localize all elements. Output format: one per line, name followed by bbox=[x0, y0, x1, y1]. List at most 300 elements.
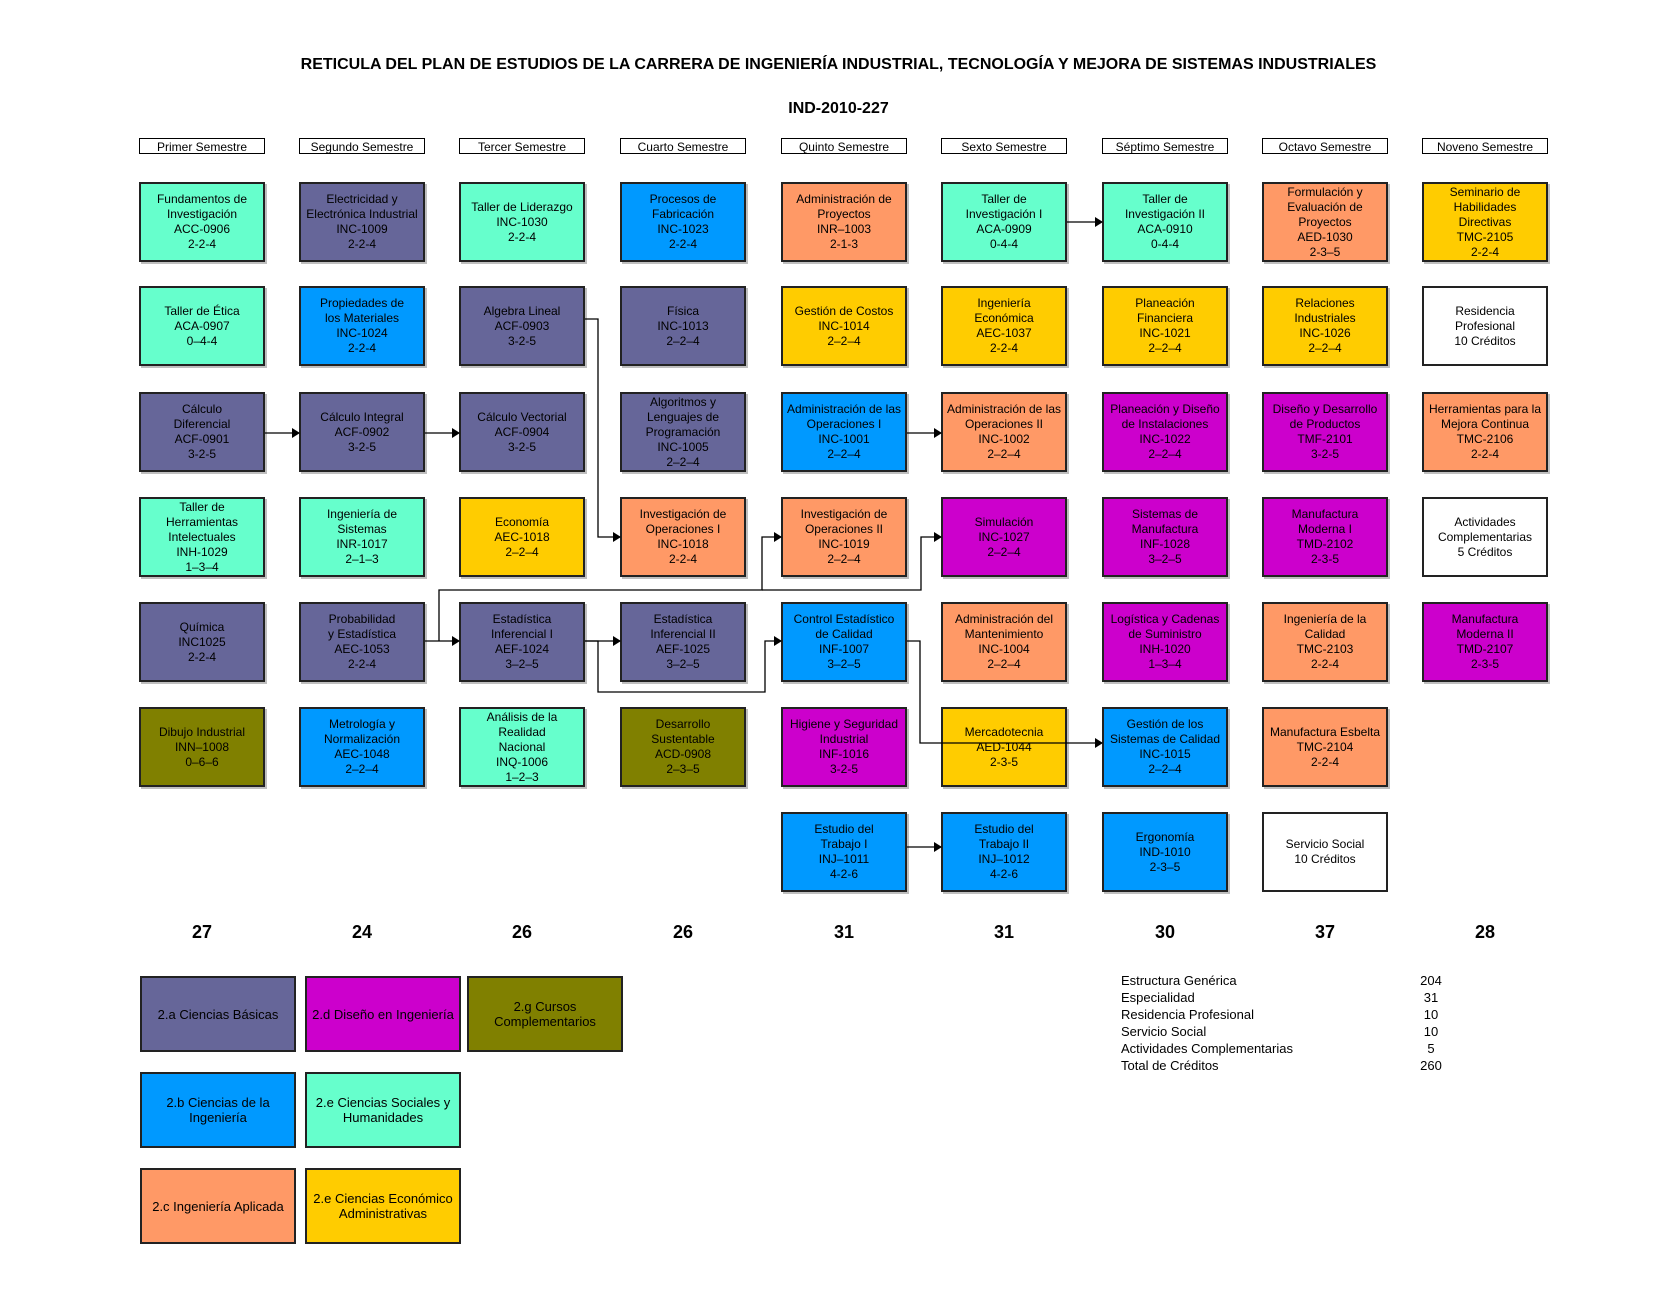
course-line: Formulación y bbox=[1287, 184, 1363, 199]
course-line: Análisis de la bbox=[486, 709, 558, 724]
course-line: Logística y Cadenas bbox=[1110, 612, 1220, 626]
course-line: Relaciones bbox=[1295, 296, 1355, 310]
course-line: 10 Créditos bbox=[1454, 333, 1516, 348]
course-line: 2-3-5 bbox=[1470, 657, 1499, 671]
course-box bbox=[459, 182, 585, 262]
course-line: Residencia bbox=[1455, 303, 1515, 318]
course-line: INC-1009 bbox=[336, 222, 388, 236]
course-line: ACD-0908 bbox=[654, 747, 712, 761]
course-line: Sustentable bbox=[651, 732, 715, 746]
course-line: Cálculo Integral bbox=[320, 409, 404, 424]
course-line: Trabajo II bbox=[978, 837, 1030, 851]
semester-credit-total: 30 bbox=[1154, 922, 1176, 942]
course-line: Estudio del bbox=[814, 822, 874, 836]
course-line: Taller de bbox=[1142, 192, 1188, 206]
course-line: Herramientas bbox=[165, 514, 239, 529]
course-box bbox=[941, 286, 1067, 366]
course-line: 2-2-4 bbox=[1470, 447, 1499, 461]
course-line: 3-2-5 bbox=[347, 439, 376, 454]
course-box bbox=[781, 497, 907, 577]
course-line: 2–2–4 bbox=[987, 657, 1021, 671]
course-line: 2–2–4 bbox=[1148, 341, 1182, 355]
legend-item: 2.e Ciencias Sociales y Humanidades bbox=[305, 1072, 461, 1148]
course-box bbox=[1102, 182, 1228, 262]
course-line: 5 Créditos bbox=[1457, 544, 1513, 559]
course-line: Industrial bbox=[819, 732, 869, 746]
course-line: AED-1030 bbox=[1297, 229, 1353, 244]
course-line: Investigación de bbox=[639, 507, 727, 521]
course-line: Desarrollo bbox=[655, 717, 711, 731]
course-line: Diferencial bbox=[173, 417, 231, 431]
course-line: 2–2–4 bbox=[666, 333, 700, 348]
summary-row bbox=[1121, 972, 1461, 989]
course-line: Lenguajes de bbox=[646, 409, 720, 424]
course-line: 2-2-4 bbox=[347, 237, 376, 251]
course-box bbox=[941, 392, 1067, 472]
course-box bbox=[459, 602, 585, 682]
course-line: INC-1014 bbox=[818, 318, 870, 333]
course-line: 2–2–4 bbox=[345, 762, 379, 776]
semester-header: Cuarto Semestre bbox=[620, 138, 746, 154]
course-line: Ergonomía bbox=[1135, 829, 1195, 844]
course-line: Administración del bbox=[954, 612, 1054, 626]
course-line: Economía bbox=[494, 514, 550, 529]
semester-credit-total: 31 bbox=[993, 922, 1015, 942]
course-line: 2-3–5 bbox=[1309, 244, 1341, 259]
course-line: TMD-2102 bbox=[1296, 537, 1354, 551]
course-box bbox=[781, 182, 907, 262]
course-line: Realidad bbox=[498, 724, 546, 739]
course-line: Operaciones I bbox=[806, 417, 882, 431]
course-box bbox=[1262, 602, 1388, 682]
course-line: 4-2-6 bbox=[989, 867, 1018, 881]
course-box bbox=[781, 602, 907, 682]
course-line: TMD-2107 bbox=[1456, 642, 1514, 656]
course-line: y Estadística bbox=[327, 627, 397, 641]
semester-credit-total: 24 bbox=[351, 922, 373, 942]
course-line: Estudio del bbox=[974, 822, 1034, 836]
course-line: Programación bbox=[645, 424, 721, 439]
course-line: INR-1017 bbox=[336, 537, 388, 551]
course-box bbox=[941, 602, 1067, 682]
course-line: 2-2-4 bbox=[1310, 657, 1339, 671]
course-line: Sistemas bbox=[337, 522, 387, 536]
course-line: 3-2-5 bbox=[507, 439, 536, 454]
course-line: ACF-0903 bbox=[494, 318, 550, 333]
summary-value: 5 bbox=[1427, 1041, 1435, 1056]
course-line: INC-1022 bbox=[1139, 432, 1191, 446]
course-line: 3-2-5 bbox=[829, 762, 858, 776]
course-box bbox=[620, 182, 746, 262]
course-line: TMF-2101 bbox=[1297, 432, 1353, 446]
course-box bbox=[1102, 707, 1228, 787]
course-line: ACA-0910 bbox=[1137, 222, 1193, 236]
course-box bbox=[299, 392, 425, 472]
course-box bbox=[941, 812, 1067, 892]
course-line: 2-3-5 bbox=[1310, 552, 1339, 566]
course-line: Sistemas de Calidad bbox=[1109, 732, 1221, 746]
course-line: Taller de Ética bbox=[164, 303, 240, 318]
course-line: Administración de bbox=[796, 192, 892, 206]
course-line: 2-2-4 bbox=[989, 341, 1018, 355]
semester-header: Noveno Semestre bbox=[1422, 138, 1548, 154]
course-line: Administración de las bbox=[786, 402, 902, 416]
semester-credit-total: 26 bbox=[672, 922, 694, 942]
course-line: Ingeniería bbox=[977, 296, 1031, 310]
course-line: Mejora Continua bbox=[1440, 417, 1530, 431]
course-box bbox=[139, 707, 265, 787]
semester-header: Quinto Semestre bbox=[781, 138, 907, 154]
course-line: INC-1004 bbox=[978, 642, 1030, 656]
semester-header: Séptimo Semestre bbox=[1102, 138, 1228, 154]
course-line: 2-3–5 bbox=[1149, 859, 1181, 874]
course-line: 2–2–4 bbox=[827, 333, 861, 348]
course-box bbox=[1102, 497, 1228, 577]
course-line: INC-1024 bbox=[336, 326, 388, 340]
course-line: Fabricación bbox=[651, 207, 715, 221]
course-line: AEC-1037 bbox=[976, 326, 1032, 340]
course-line: INR–1003 bbox=[816, 222, 872, 236]
course-line: INC-1019 bbox=[818, 537, 870, 551]
course-line: Electrónica Industrial bbox=[306, 207, 418, 221]
summary-value: 260 bbox=[1420, 1058, 1442, 1073]
course-line: 2-2-4 bbox=[347, 341, 376, 355]
course-line: Profesional bbox=[1454, 318, 1516, 333]
course-line: Planeación y Diseño bbox=[1110, 402, 1220, 416]
course-line: Cálculo Vectorial bbox=[477, 409, 567, 424]
course-box bbox=[459, 707, 585, 787]
course-line: Química bbox=[179, 619, 225, 634]
semester-credit-total: 37 bbox=[1314, 922, 1336, 942]
course-box bbox=[299, 497, 425, 577]
course-line: Algoritmos y bbox=[649, 394, 717, 409]
course-line: 2–2–4 bbox=[666, 454, 700, 469]
course-line: Electricidad y bbox=[326, 192, 398, 206]
course-line: INC-1023 bbox=[657, 222, 709, 236]
course-box bbox=[1422, 392, 1548, 472]
course-line: Trabajo I bbox=[820, 837, 868, 851]
course-line: 0-4-4 bbox=[1150, 237, 1179, 251]
legend-item: 2.g Cursos Complementarios bbox=[467, 976, 623, 1052]
course-line: INC-1021 bbox=[1139, 326, 1191, 340]
course-box bbox=[139, 182, 265, 262]
course-line: Investigación de bbox=[800, 507, 888, 521]
legend-item: 2.b Ciencias de la Ingeniería bbox=[140, 1072, 296, 1148]
summary-label: Estructura Genérica bbox=[1121, 973, 1237, 988]
course-line: Seminario de bbox=[1449, 184, 1521, 199]
legend-item: 2.d Diseño en Ingeniería bbox=[305, 976, 461, 1052]
course-box bbox=[1422, 286, 1548, 366]
course-line: Nacional bbox=[498, 739, 546, 754]
semester-credit-total: 27 bbox=[191, 922, 213, 942]
course-line: IND-1010 bbox=[1139, 844, 1191, 859]
course-line: Procesos de bbox=[649, 192, 717, 206]
course-box bbox=[299, 286, 425, 366]
course-line: INC-1015 bbox=[1139, 747, 1191, 761]
course-line: Ingeniería de la bbox=[1283, 612, 1367, 626]
course-line: Normalización bbox=[323, 732, 401, 746]
summary-row bbox=[1121, 1023, 1461, 1040]
course-line: 0–6–6 bbox=[185, 754, 219, 769]
course-line: INJ–1011 bbox=[818, 852, 870, 866]
course-line: Fundamentos de bbox=[156, 192, 248, 206]
course-line: 1–3–4 bbox=[185, 559, 219, 574]
course-box bbox=[459, 286, 585, 366]
semester-header: Octavo Semestre bbox=[1262, 138, 1388, 154]
course-line: Taller de bbox=[981, 192, 1027, 206]
course-line: INC-1018 bbox=[657, 537, 709, 551]
course-box bbox=[1102, 286, 1228, 366]
course-line: 2–2–4 bbox=[987, 447, 1021, 461]
course-line: 2-2-4 bbox=[668, 552, 697, 566]
summary-value: 10 bbox=[1423, 1007, 1439, 1022]
course-box bbox=[620, 392, 746, 472]
course-box bbox=[781, 812, 907, 892]
course-line: INC-1026 bbox=[1299, 326, 1351, 340]
course-line: 3–2–5 bbox=[505, 657, 539, 671]
course-line: 0–4-4 bbox=[186, 333, 218, 348]
course-box bbox=[1102, 392, 1228, 472]
course-line: 2-2-4 bbox=[507, 229, 536, 244]
summary-value: 10 bbox=[1423, 1024, 1439, 1039]
course-box bbox=[139, 392, 265, 472]
course-line: TMC-2105 bbox=[1456, 229, 1514, 244]
course-line: ACF-0902 bbox=[334, 424, 390, 439]
course-line: Taller de bbox=[179, 499, 225, 514]
course-line: de Calidad bbox=[815, 627, 873, 641]
course-line: 1–3–4 bbox=[1148, 657, 1182, 671]
course-line: INC1025 bbox=[178, 634, 226, 649]
course-line: INC-1013 bbox=[657, 318, 709, 333]
course-line: ACA-0909 bbox=[976, 222, 1032, 236]
course-line: INC-1030 bbox=[496, 214, 548, 229]
course-box bbox=[1262, 286, 1388, 366]
course-line: Proyectos bbox=[1298, 214, 1352, 229]
summary-label: Especialidad bbox=[1121, 990, 1195, 1005]
course-line: INF-1028 bbox=[1139, 537, 1191, 551]
course-line: 10 Créditos bbox=[1294, 852, 1356, 866]
course-line: INH-1020 bbox=[1139, 642, 1191, 656]
course-line: 1–2–3 bbox=[505, 769, 539, 784]
course-line: Metrología y bbox=[328, 717, 396, 731]
course-line: 3–2–5 bbox=[1148, 552, 1182, 566]
course-line: Directivas bbox=[1458, 214, 1512, 229]
credit-summary bbox=[1121, 972, 1461, 1074]
course-line: 3-2-5 bbox=[507, 333, 536, 348]
course-line: Intelectuales bbox=[168, 529, 236, 544]
course-box bbox=[299, 707, 425, 787]
course-box bbox=[1262, 497, 1388, 577]
course-line: TMC-2104 bbox=[1296, 739, 1354, 754]
course-line: INH-1029 bbox=[176, 544, 228, 559]
course-line: Proyectos bbox=[817, 207, 871, 221]
course-line: 2-2-4 bbox=[187, 649, 216, 664]
course-line: Moderna II bbox=[1456, 627, 1514, 641]
course-line: TMC-2103 bbox=[1296, 642, 1354, 656]
course-line: Probabilidad bbox=[328, 612, 396, 626]
page-title: RETICULA DEL PLAN DE ESTUDIOS DE LA CARRERA DE INGENIERÍA INDUSTRIAL, TECNOLOGÍA Y MEJORA DE SISTEMAS INDUSTRIALES bbox=[300, 56, 1377, 73]
course-line: 3–2–5 bbox=[666, 657, 700, 671]
summary-label: Residencia Profesional bbox=[1121, 1007, 1254, 1022]
course-line: Investigación I bbox=[965, 207, 1043, 221]
semester-header: Segundo Semestre bbox=[299, 138, 425, 154]
course-line: 2–2–4 bbox=[987, 544, 1021, 559]
course-line: Planeación bbox=[1135, 296, 1195, 310]
course-line: Sistemas de bbox=[1131, 507, 1199, 521]
course-box bbox=[620, 602, 746, 682]
course-box bbox=[1422, 497, 1548, 577]
course-line: 2-2-4 bbox=[187, 237, 216, 251]
course-line: Financiera bbox=[1136, 311, 1194, 325]
summary-row bbox=[1121, 989, 1461, 1006]
course-line: de Instalaciones bbox=[1121, 417, 1209, 431]
course-line: Manufactura bbox=[1131, 522, 1199, 536]
course-line: 2–2–4 bbox=[1308, 341, 1342, 355]
course-line: 2-3-5 bbox=[989, 754, 1018, 769]
course-box bbox=[1262, 812, 1388, 892]
course-line: Económica bbox=[974, 311, 1034, 325]
course-line: Algebra Lineal bbox=[483, 303, 561, 318]
course-line: Manufactura Esbelta bbox=[1269, 724, 1381, 739]
course-line: 2-2-4 bbox=[1310, 754, 1339, 769]
course-box bbox=[1102, 812, 1228, 892]
course-line: INQ-1006 bbox=[495, 754, 549, 769]
course-line: INC-1002 bbox=[978, 432, 1030, 446]
course-line: 2-2-4 bbox=[1470, 244, 1499, 259]
course-line: Moderna I bbox=[1297, 522, 1353, 536]
semester-credit-total: 28 bbox=[1474, 922, 1496, 942]
course-line: 2–2–4 bbox=[1148, 762, 1182, 776]
course-line: INF-1016 bbox=[818, 747, 870, 761]
course-box bbox=[781, 392, 907, 472]
course-line: TMC-2106 bbox=[1456, 432, 1514, 446]
course-line: Inferencial II bbox=[650, 627, 716, 641]
course-line: Cálculo bbox=[181, 402, 223, 416]
course-line: 2-2-4 bbox=[668, 237, 697, 251]
course-line: Mantenimiento bbox=[964, 627, 1044, 641]
course-line: Simulación bbox=[974, 514, 1034, 529]
course-line: Calidad bbox=[1304, 627, 1346, 641]
semester-header: Primer Semestre bbox=[139, 138, 265, 154]
course-line: Manufactura bbox=[1291, 507, 1359, 521]
summary-label: Actividades Complementarias bbox=[1121, 1041, 1293, 1056]
summary-label: Servicio Social bbox=[1121, 1024, 1207, 1039]
course-line: INJ–1012 bbox=[978, 852, 1030, 866]
course-line: INC-1001 bbox=[818, 432, 870, 446]
course-line: Gestión de Costos bbox=[794, 303, 894, 318]
course-line: Dibujo Industrial bbox=[158, 724, 246, 739]
course-line: Investigación II bbox=[1124, 207, 1206, 221]
course-line: Habilidades bbox=[1453, 199, 1517, 214]
course-line: INC-1027 bbox=[978, 529, 1030, 544]
course-line: Herramientas para la bbox=[1428, 402, 1542, 416]
course-box bbox=[299, 602, 425, 682]
course-line: 3–2–5 bbox=[827, 657, 861, 671]
course-line: Inferencial I bbox=[490, 627, 554, 641]
course-box bbox=[620, 707, 746, 787]
course-box bbox=[1262, 182, 1388, 262]
course-line: ACC-0906 bbox=[173, 222, 231, 236]
course-box bbox=[781, 707, 907, 787]
summary-value: 204 bbox=[1420, 973, 1442, 988]
summary-label: Total de Créditos bbox=[1121, 1058, 1219, 1073]
semester-credit-total: 26 bbox=[511, 922, 533, 942]
course-box bbox=[1262, 392, 1388, 472]
course-line: Gestión de los bbox=[1126, 717, 1204, 731]
course-box bbox=[139, 602, 265, 682]
course-line: Higiene y Seguridad bbox=[789, 717, 899, 731]
course-box bbox=[620, 286, 746, 366]
course-line: Administración de las bbox=[946, 402, 1062, 416]
prerequisite-arrow bbox=[585, 319, 620, 537]
course-box bbox=[1102, 602, 1228, 682]
course-line: AEC-1048 bbox=[334, 747, 390, 761]
course-line: 2–2–4 bbox=[827, 447, 861, 461]
course-line: 2-1-3 bbox=[829, 237, 858, 251]
course-line: 2–2–4 bbox=[827, 552, 861, 566]
course-box bbox=[1422, 182, 1548, 262]
course-line: ACF-0904 bbox=[494, 424, 550, 439]
course-line: Mercadotecnia bbox=[964, 724, 1044, 739]
course-line: 2–2–4 bbox=[505, 544, 539, 559]
course-line: Evaluación de bbox=[1287, 199, 1363, 214]
course-box bbox=[139, 497, 265, 577]
course-box bbox=[781, 286, 907, 366]
course-line: Ingeniería de bbox=[326, 507, 398, 521]
course-line: Actividades bbox=[1454, 514, 1516, 529]
course-line: ACF-0901 bbox=[174, 432, 230, 446]
course-line: 3-2-5 bbox=[1310, 447, 1339, 461]
course-line: AEC-1018 bbox=[494, 529, 550, 544]
semester-credit-total: 31 bbox=[833, 922, 855, 942]
course-line: Complementarias bbox=[1437, 529, 1533, 544]
course-box bbox=[941, 707, 1067, 787]
course-line: de Suministro bbox=[1128, 627, 1202, 641]
course-line: 2–2–4 bbox=[1148, 447, 1182, 461]
course-line: Investigación bbox=[166, 207, 238, 221]
course-line: Operaciones II bbox=[964, 417, 1044, 431]
course-line: 2–1–3 bbox=[345, 552, 379, 566]
course-box bbox=[1422, 602, 1548, 682]
course-line: Manufactura bbox=[1451, 612, 1519, 626]
course-box bbox=[941, 182, 1067, 262]
course-line: Estadística bbox=[653, 612, 713, 626]
course-line: AEC-1053 bbox=[334, 642, 390, 656]
course-line: Estadística bbox=[492, 612, 552, 626]
legend-item: 2.a Ciencias Básicas bbox=[140, 976, 296, 1052]
course-line: Industriales bbox=[1294, 311, 1356, 325]
course-line: ACA-0907 bbox=[174, 318, 230, 333]
course-line: Operaciones I bbox=[645, 522, 721, 536]
course-line: Física bbox=[666, 303, 699, 318]
course-line: los Materiales bbox=[324, 311, 400, 325]
plan-code: IND-2010-227 bbox=[788, 100, 889, 117]
legend-item: 2.e Ciencias Económico Administrativas bbox=[305, 1168, 461, 1244]
course-box bbox=[459, 392, 585, 472]
course-box bbox=[459, 497, 585, 577]
course-line: 2-2-4 bbox=[347, 657, 376, 671]
semester-header: Tercer Semestre bbox=[459, 138, 585, 154]
course-line: Propiedades de bbox=[319, 296, 405, 310]
summary-row bbox=[1121, 1057, 1461, 1074]
course-line: AEF-1024 bbox=[494, 642, 550, 656]
course-line: 3-2-5 bbox=[187, 447, 216, 461]
course-line: Control Estadístico bbox=[793, 612, 895, 626]
course-line: AED-1044 bbox=[976, 739, 1032, 754]
course-line: 2–3–5 bbox=[666, 762, 700, 776]
course-line: AEF-1025 bbox=[655, 642, 711, 656]
legend-item: 2.c Ingeniería Aplicada bbox=[140, 1168, 296, 1244]
